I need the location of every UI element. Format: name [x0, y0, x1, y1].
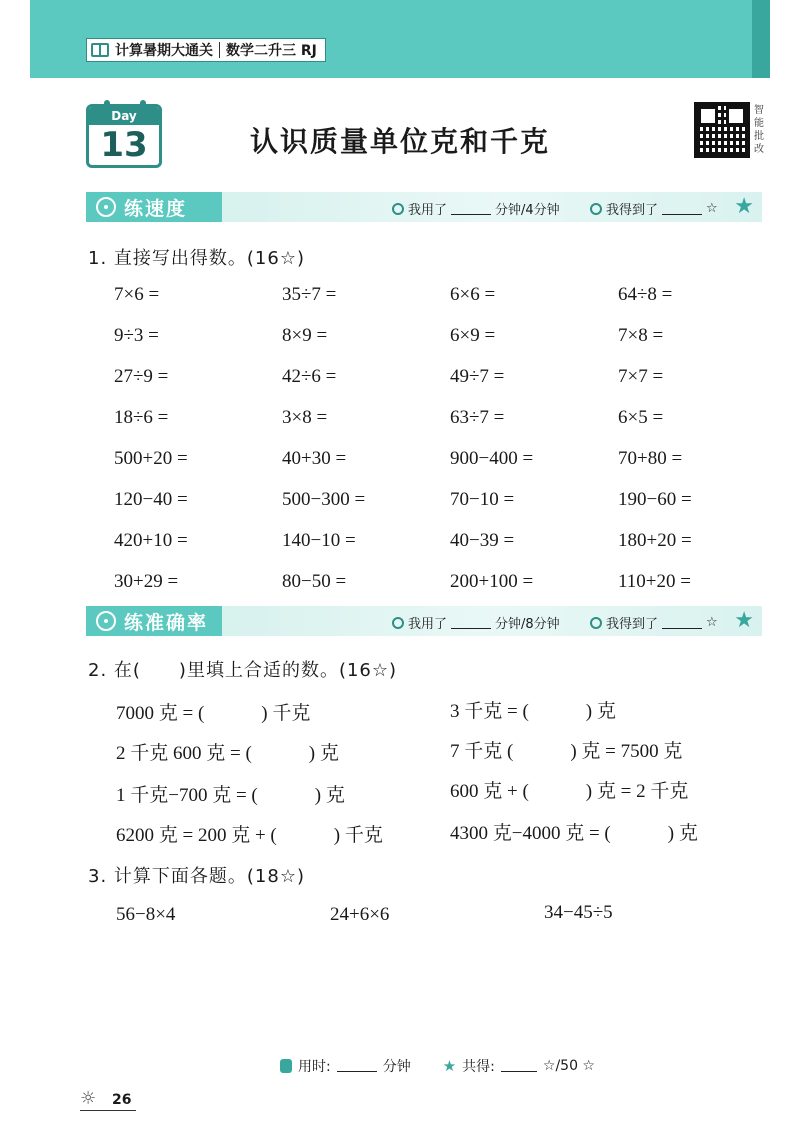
- calc-item[interactable]: 7×6 =: [114, 284, 160, 305]
- calc-item[interactable]: 900−400 =: [450, 448, 534, 469]
- section-label: [86, 192, 222, 222]
- time-label: 用时:: [298, 1059, 331, 1075]
- time-blank[interactable]: [451, 617, 491, 629]
- day-number: 13: [100, 125, 148, 165]
- question-2-heading: 2. 在( )里填上合适的数。(16☆): [88, 660, 398, 681]
- question-3-heading: 3. 计算下面各题。(18☆): [88, 866, 305, 887]
- section-bar-accuracy: [86, 606, 762, 636]
- fill-item[interactable]: 4300 克−4000 克 = ( ) 克: [450, 823, 698, 844]
- calc-item[interactable]: 63÷7 =: [450, 407, 505, 428]
- calc-item[interactable]: 18÷6 =: [114, 407, 169, 428]
- calc-item[interactable]: 6×9 =: [450, 325, 496, 346]
- calc-item[interactable]: 64÷8 =: [618, 284, 673, 305]
- series-tag: [86, 38, 326, 62]
- calc-item[interactable]: 7×7 =: [618, 366, 664, 387]
- question-1-heading: 1. 直接写出得数。(16☆): [88, 248, 305, 269]
- footer-summary: [280, 1056, 595, 1076]
- calc-item[interactable]: 3×8 =: [282, 407, 328, 428]
- check-circle-icon: [590, 203, 602, 215]
- clock-icon: [392, 617, 404, 629]
- series-title: 计算暑期大通关: [115, 43, 213, 59]
- timer-icon: [280, 1059, 292, 1073]
- calc-item[interactable]: 9÷3 =: [114, 325, 159, 346]
- calc-item[interactable]: 420+10 =: [114, 530, 188, 551]
- page-title: 认识质量单位克和千克: [249, 125, 550, 158]
- page-number-underline: [80, 1110, 136, 1111]
- fill-item[interactable]: 6200 克 = 200 克 + ( ) 千克: [116, 825, 383, 846]
- stopwatch-icon: [96, 197, 116, 217]
- time-used: 我用了 分钟/8分钟: [392, 613, 560, 632]
- calc-item[interactable]: 80−50 =: [282, 571, 347, 592]
- page-number: 26: [112, 1092, 132, 1108]
- calc-item[interactable]: 70+80 =: [618, 448, 683, 469]
- calc-item[interactable]: 190−60 =: [618, 489, 692, 510]
- calc-item[interactable]: 500−300 =: [282, 489, 366, 510]
- star-icon: ★: [734, 194, 754, 219]
- sun-icon: ☼: [80, 1088, 97, 1109]
- star-icon: ★: [734, 608, 754, 633]
- fill-item[interactable]: 1 千克−700 克 = ( ) 克: [116, 785, 345, 806]
- calc-item[interactable]: 180+20 =: [618, 530, 692, 551]
- section-bar-speed: [86, 192, 762, 222]
- calc-item[interactable]: 27÷9 =: [114, 366, 169, 387]
- calc-item[interactable]: 49÷7 =: [450, 366, 505, 387]
- day-label: Day: [89, 107, 159, 125]
- calc-item[interactable]: 6×5 =: [618, 407, 664, 428]
- calendar-ring-icon: [104, 100, 110, 112]
- fill-item[interactable]: 2 千克 600 克 = ( ) 克: [116, 743, 339, 764]
- clock-icon: [392, 203, 404, 215]
- expression[interactable]: 34−45÷5: [544, 902, 613, 923]
- calc-item[interactable]: 120−40 =: [114, 489, 188, 510]
- calc-item[interactable]: 6×6 =: [450, 284, 496, 305]
- stars-blank[interactable]: [662, 203, 702, 215]
- stars-blank[interactable]: [662, 617, 702, 629]
- calc-item[interactable]: 40+30 =: [282, 448, 347, 469]
- time-unit: 分钟: [382, 1059, 411, 1075]
- fill-item[interactable]: 7 千克 ( ) 克 = 7500 克: [450, 741, 683, 762]
- qr-code-icon[interactable]: [694, 102, 750, 158]
- time-blank[interactable]: [451, 203, 491, 215]
- calc-item[interactable]: 8×9 =: [282, 325, 328, 346]
- calc-item[interactable]: 35÷7 =: [282, 284, 337, 305]
- time-used: 我用了 分钟/4分钟: [392, 199, 560, 218]
- book-icon: [91, 43, 109, 57]
- calc-item[interactable]: 42÷6 =: [282, 366, 337, 387]
- calendar-ring-icon: [140, 100, 146, 112]
- qr-caption: 智能批改: [754, 105, 764, 155]
- section-title: 练速度: [124, 197, 188, 220]
- target-icon: [96, 611, 116, 631]
- calc-item[interactable]: 110+20 =: [618, 571, 691, 592]
- expression[interactable]: 24+6×6: [330, 904, 390, 925]
- section-title: 练准确率: [124, 611, 209, 634]
- stars-earned: 我得到了 ☆: [590, 199, 718, 218]
- calc-item[interactable]: 40−39 =: [450, 530, 515, 551]
- stars-earned: 我得到了 ☆: [590, 613, 718, 632]
- total-score-blank[interactable]: [501, 1060, 537, 1072]
- fill-item[interactable]: 7000 克 = ( ) 千克: [116, 703, 311, 724]
- fill-item[interactable]: 600 克 + ( ) 克 = 2 千克: [450, 781, 689, 802]
- calc-item[interactable]: 140−10 =: [282, 530, 356, 551]
- calc-item[interactable]: 200+100 =: [450, 571, 534, 592]
- total-time-blank[interactable]: [337, 1060, 377, 1072]
- calc-item[interactable]: 7×8 =: [618, 325, 664, 346]
- score-total: ☆/50 ☆: [542, 1058, 595, 1074]
- fill-item[interactable]: 3 千克 = ( ) 克: [450, 701, 616, 722]
- expression[interactable]: 56−8×4: [116, 904, 176, 925]
- calc-item[interactable]: 500+20 =: [114, 448, 188, 469]
- tag-divider: [219, 42, 220, 58]
- calc-item[interactable]: 70−10 =: [450, 489, 515, 510]
- series-subtitle: 数学二升三 RJ: [226, 43, 317, 59]
- check-circle-icon: [590, 617, 602, 629]
- score-label: 共得:: [462, 1059, 495, 1075]
- section-label: [86, 606, 222, 636]
- star-icon: ★: [442, 1057, 457, 1075]
- calc-item[interactable]: 30+29 =: [114, 571, 179, 592]
